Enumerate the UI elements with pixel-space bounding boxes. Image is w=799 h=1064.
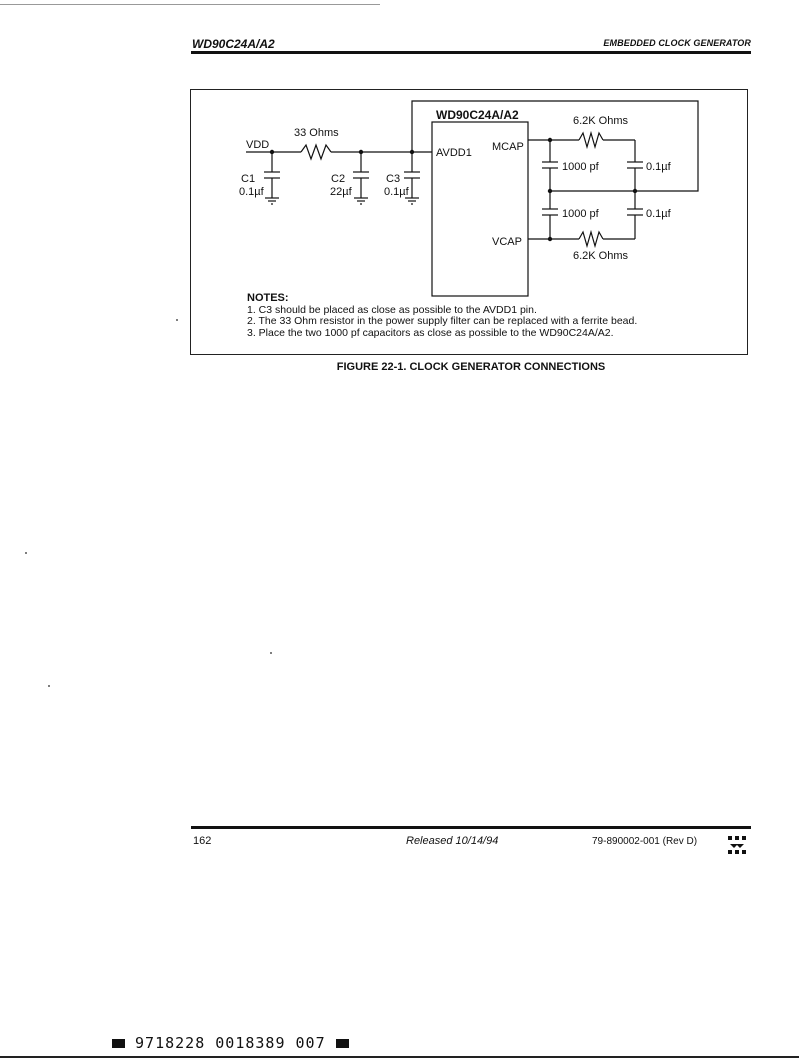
scan-bottom-line xyxy=(0,1056,799,1058)
notes-block xyxy=(247,293,637,339)
cap-top-right-label: 0.1µf xyxy=(646,161,671,173)
c3-value: 0.1µf xyxy=(384,186,409,198)
pin-mcap: MCAP xyxy=(492,141,524,153)
res-bottom-label: 6.2K Ohms xyxy=(573,250,629,262)
scan-speck xyxy=(270,652,272,654)
cap-bot-right-label: 0.1µf xyxy=(646,208,671,220)
barcode-text: 9718228 0018389 007 xyxy=(135,1034,326,1052)
figure-box xyxy=(190,89,748,355)
scan-top-line xyxy=(0,4,380,5)
chip-name-label: WD90C24A/A2 xyxy=(436,108,519,122)
res-33-label: 33 Ohms xyxy=(294,127,339,139)
note-item: 1. C3 should be placed as close as possible to the AVDD1 pin. xyxy=(247,303,537,316)
header-section-title: EMBEDDED CLOCK GENERATOR xyxy=(603,38,751,48)
resistor-33-ohm xyxy=(301,145,331,159)
scan-speck xyxy=(48,685,50,687)
c1-name: C1 xyxy=(241,173,256,185)
c3-name: C3 xyxy=(386,173,401,185)
header-part-number: WD90C24A/A2 xyxy=(192,37,275,51)
note-item: 2. The 33 Ohm resistor in the power supply filter can be replaced with a ferrite bead. xyxy=(247,315,638,327)
pin-avdd1: AVDD1 xyxy=(436,147,472,159)
res-top-label: 6.2K Ohms xyxy=(573,115,629,127)
footer-page-number: 162 xyxy=(193,835,212,847)
notes-heading: NOTES: xyxy=(247,292,289,304)
scan-speck xyxy=(25,552,27,554)
cap-top-left-label: 1000 pf xyxy=(562,161,599,173)
wd-logo-icon xyxy=(728,836,746,859)
cap-bot-left-label: 1000 pf xyxy=(562,208,599,220)
c1-value: 0.1µf xyxy=(239,186,264,198)
resistor-6k2-top xyxy=(579,133,603,147)
resistor-6k2-bottom xyxy=(579,232,603,246)
barcode-strip xyxy=(112,1034,349,1052)
barcode-block-left xyxy=(112,1039,125,1048)
pin-vcap: VCAP xyxy=(492,236,522,248)
vdd-label: VDD xyxy=(246,139,270,151)
footer-doc-number: 79-890002-001 (Rev D) xyxy=(592,836,698,847)
scan-speck xyxy=(176,319,178,321)
note-item: 3. Place the two 1000 pf capacitors as close as possible to the WD90C24A/A2. xyxy=(247,326,614,339)
figure-caption: FIGURE 22-1. CLOCK GENERATOR CONNECTIONS xyxy=(336,361,606,373)
footer-rule xyxy=(191,826,751,829)
c2-name: C2 xyxy=(331,173,346,185)
footer-release: Released 10/14/94 xyxy=(406,835,499,847)
c2-value: 22µf xyxy=(330,186,352,198)
barcode-block-right xyxy=(336,1039,349,1048)
header-rule xyxy=(191,51,751,54)
